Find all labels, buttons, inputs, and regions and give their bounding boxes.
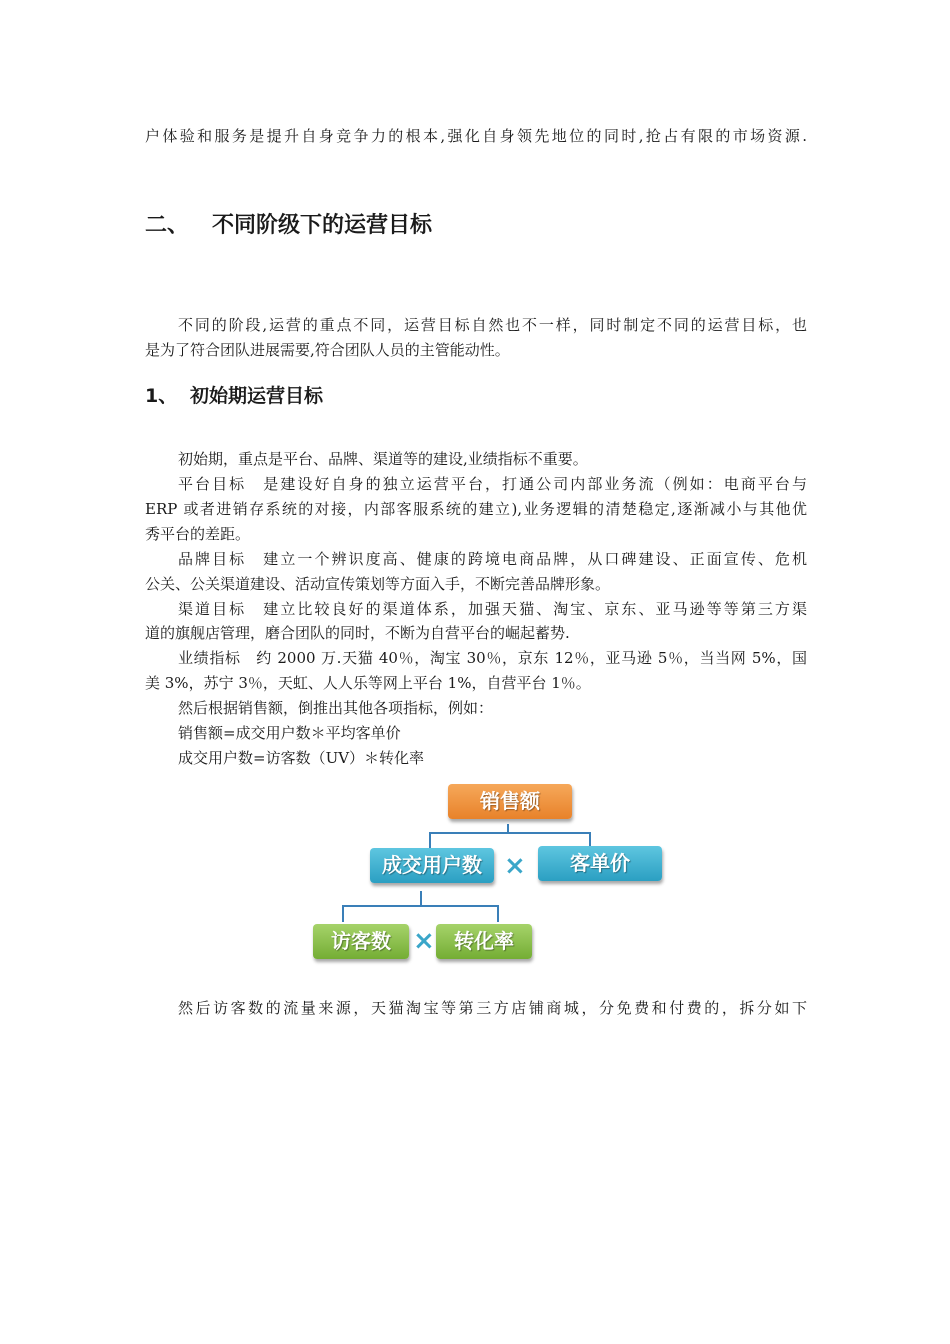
paragraph-performance-line1: 业绩指标 约 2000 万.天猫 40％，淘宝 30％，京东 12％，亚马逊 5％，当当网 5%，国: [178, 649, 807, 667]
section-number: 二、: [145, 213, 190, 238]
conversion-box: 转化率: [436, 924, 532, 959]
paragraph-initial-intro: 初始期，重点是平台、品牌、渠道等的建设,业绩指标不重要。: [178, 450, 588, 468]
paragraph-platform-line1: 平台目标 是建设好自身的独立运营平台，打通公司内部业务流（例如：电商平台与: [178, 475, 807, 493]
paragraph-traffic: 然后访客数的流量来源，天猫淘宝等第三方店铺商城，分免费和付费的，拆分如下: [178, 999, 807, 1017]
subsection-number: 1、: [145, 385, 178, 407]
paragraph-stages-line1: 不同的阶段,运营的重点不同，运营目标自然也不一样，同时制定不同的运营目标，也: [178, 316, 807, 334]
connector-buyers: [343, 891, 498, 922]
visitors-box: 访客数: [313, 924, 409, 959]
paragraph-brand-line1: 品牌目标 建立一个辨识度高、健康的跨境电商品牌，从口碑建设、正面宣传、危机: [178, 550, 807, 568]
multiply-icon-bottom: ×: [413, 926, 435, 956]
paragraph-derive: 然后根据销售额，倒推出其他各项指标，例如：: [178, 699, 494, 717]
paragraph-channel-line1: 渠道目标 建立比较良好的渠道体系，加强天猫、淘宝、京东、亚马逊等等第三方渠: [178, 600, 807, 618]
sales-box: 销售额: [448, 784, 572, 819]
paragraph-channel-line2: 道的旗舰店管理，磨合团队的同时，不断为自营平台的崛起蓄势.: [145, 624, 570, 642]
section-heading: [145, 211, 432, 241]
connector-sales: [430, 824, 590, 848]
paragraph-intro-tail: 户体验和服务是提升自身竞争力的根本,强化自身领先地位的同时,抢占有限的市场资源.: [145, 127, 807, 145]
subsection-title: 初始期运营目标: [190, 385, 324, 407]
paragraph-brand-line2: 公关、公关渠道建设、活动宣传策划等方面入手，不断完善品牌形象。: [145, 575, 611, 593]
paragraph-platform-line3: 秀平台的差距。: [145, 525, 251, 543]
formula-sales: 销售额=成交用户数＊平均客单价: [178, 724, 401, 742]
paragraph-platform-line2: ERP 或者进销存系统的对接，内部客服系统的建立),业务逻辑的清楚稳定,逐渐减小与其他优: [145, 500, 807, 518]
formula-buyers: 成交用户数=访客数（UV）＊转化率: [178, 749, 425, 767]
multiply-icon-top: ×: [504, 851, 526, 881]
subsection-heading: [145, 383, 323, 409]
paragraph-performance-line2: 美 3%，苏宁 3％，天虹、人人乐等网上平台 1%，自营平台 1％。: [145, 674, 591, 692]
section-title: 不同阶级下的运营目标: [212, 213, 433, 238]
paragraph-stages-line2: 是为了符合团队进展需要,符合团队人员的主管能动性。: [145, 341, 510, 359]
buyers-box: 成交用户数: [370, 848, 494, 883]
document-page: [145, 0, 807, 1344]
sales-breakdown-diagram: [308, 778, 668, 968]
avg-price-box: 客单价: [538, 846, 662, 881]
